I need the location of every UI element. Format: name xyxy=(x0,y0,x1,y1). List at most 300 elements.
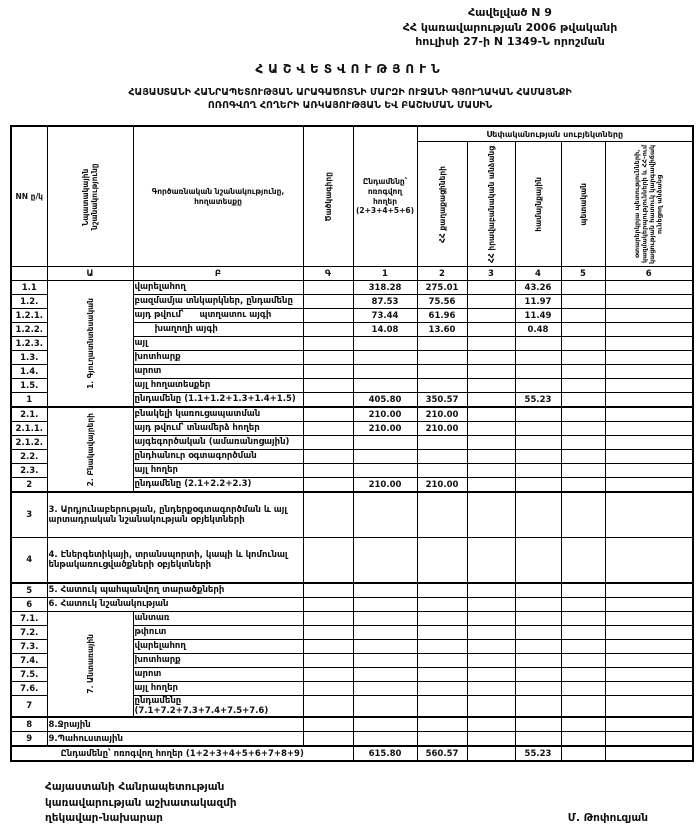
value-cell xyxy=(561,492,605,538)
col-header-legal-entities xyxy=(467,142,515,267)
value-cell xyxy=(561,436,605,450)
value-cell: 13.60 xyxy=(417,323,467,337)
land-type-cell: ընդամենը (7.1+7.2+7.3+7.4+7.5+7.6) xyxy=(133,696,303,718)
code-cell xyxy=(303,393,353,408)
value-cell xyxy=(353,492,417,538)
value-cell xyxy=(417,598,467,612)
code-cell xyxy=(303,612,353,626)
land-type-cell: վարելահող xyxy=(133,281,303,295)
col-header-foreign-label: օտարերկրյա պետությունների, կազմակերպությունների և ՀՀ-ում կացության հատուկ կարգավիճակ ունեցող անձանց xyxy=(632,144,664,264)
value-cell xyxy=(515,407,561,422)
value-cell xyxy=(417,365,467,379)
section-label-cell xyxy=(47,407,133,492)
value-cell xyxy=(417,732,467,747)
value-cell xyxy=(467,598,515,612)
value-cell: 87.53 xyxy=(353,295,417,309)
value-cell xyxy=(417,626,467,640)
land-type-cell xyxy=(133,309,303,323)
value-cell xyxy=(467,379,515,393)
value-cell xyxy=(467,295,515,309)
value-cell: 14.08 xyxy=(353,323,417,337)
code-cell xyxy=(303,464,353,478)
row-number-cell: 1.2.2. xyxy=(11,323,47,337)
code-cell xyxy=(303,583,353,598)
value-cell xyxy=(515,626,561,640)
value-cell xyxy=(515,492,561,538)
table-row xyxy=(11,492,693,538)
value-cell xyxy=(417,492,467,538)
value-cell xyxy=(561,351,605,365)
row-number-cell: 2.1. xyxy=(11,407,47,422)
row-number-cell: 7.3. xyxy=(11,640,47,654)
land-type-sublabel: պտղատու այգի xyxy=(199,310,272,321)
value-cell: 0.48 xyxy=(515,323,561,337)
code-cell xyxy=(303,436,353,450)
footer-office-line: կառավարության աշխատակազմի xyxy=(45,796,237,809)
land-type-cell: 5. Հատուկ պահպանվող տարածքների xyxy=(47,583,303,598)
col-header-functional: Գործառնական նշանակությունը, հողատեսքը xyxy=(133,126,303,267)
value-cell xyxy=(515,612,561,626)
value-cell xyxy=(561,538,605,584)
value-cell xyxy=(467,640,515,654)
value-cell xyxy=(467,654,515,668)
code-cell xyxy=(303,309,353,323)
col-header-community xyxy=(515,142,561,267)
value-cell xyxy=(605,612,693,626)
value-cell xyxy=(467,464,515,478)
value-cell xyxy=(353,612,417,626)
land-report-table xyxy=(10,125,694,762)
col-header-community-label: համայնքային xyxy=(533,176,543,232)
value-cell xyxy=(561,717,605,732)
value-cell xyxy=(417,337,467,351)
value-cell xyxy=(605,717,693,732)
column-letter: 1 xyxy=(353,267,417,281)
value-cell xyxy=(417,538,467,584)
code-cell xyxy=(303,422,353,436)
value-cell xyxy=(353,464,417,478)
column-letter: 5 xyxy=(561,267,605,281)
land-type-cell: 9.Պահուստային xyxy=(47,732,303,747)
land-type-cell: 6. Հատուկ նշանակության xyxy=(47,598,303,612)
column-letter: Բ xyxy=(133,267,303,281)
col-header-citizens xyxy=(417,142,467,267)
row-number-cell: 2.1.2. xyxy=(11,436,47,450)
value-cell: 55.23 xyxy=(515,746,561,761)
value-cell xyxy=(353,450,417,464)
col-header-legal-entities-label: ՀՀ իրավաբանական անձանց xyxy=(486,145,496,263)
land-type-sublabel: խաղողի այգի xyxy=(154,324,218,335)
value-cell xyxy=(515,464,561,478)
value-cell xyxy=(605,422,693,436)
value-cell xyxy=(353,365,417,379)
appendix-line: ՀՀ կառավարության 2006 թվականի xyxy=(402,20,618,34)
table-row xyxy=(11,583,693,598)
code-cell xyxy=(303,323,353,337)
value-cell xyxy=(605,538,693,584)
value-cell xyxy=(467,696,515,718)
section-label: 2. Բնակավայրերի xyxy=(85,412,95,487)
value-cell xyxy=(561,407,605,422)
value-cell xyxy=(605,436,693,450)
row-number-cell: 1 xyxy=(11,393,47,408)
value-cell: 560.57 xyxy=(417,746,467,761)
value-cell xyxy=(605,696,693,718)
value-cell xyxy=(605,407,693,422)
value-cell xyxy=(561,746,605,761)
value-cell xyxy=(561,478,605,493)
value-cell xyxy=(515,337,561,351)
value-cell xyxy=(417,717,467,732)
column-letter xyxy=(11,267,47,281)
code-cell xyxy=(303,492,353,538)
report-subtitle xyxy=(0,86,700,114)
col-header-purpose xyxy=(47,126,133,267)
code-cell xyxy=(303,281,353,295)
row-number-cell: 2 xyxy=(11,478,47,493)
code-cell xyxy=(303,654,353,668)
section-label: 7. Անտառային xyxy=(85,634,95,695)
row-number-cell: 7 xyxy=(11,696,47,718)
value-cell xyxy=(417,654,467,668)
column-letter: 4 xyxy=(515,267,561,281)
appendix-line: Հավելված N 9 xyxy=(468,6,552,19)
value-cell xyxy=(353,351,417,365)
land-type-cell: խոտհարք xyxy=(133,654,303,668)
row-number-cell: 1.2. xyxy=(11,295,47,309)
value-cell xyxy=(561,640,605,654)
row-number-cell: 2.3. xyxy=(11,464,47,478)
value-cell xyxy=(515,351,561,365)
value-cell xyxy=(353,583,417,598)
value-cell xyxy=(605,668,693,682)
land-type-cell: վարելահող xyxy=(133,640,303,654)
row-number-cell: 2.2. xyxy=(11,450,47,464)
land-type-cell: այլ հողեր xyxy=(133,464,303,478)
value-cell xyxy=(515,732,561,747)
value-cell xyxy=(515,538,561,584)
value-cell xyxy=(467,407,515,422)
land-type-cell: արոտ xyxy=(133,668,303,682)
value-cell xyxy=(467,538,515,584)
code-cell xyxy=(303,668,353,682)
value-cell: 73.44 xyxy=(353,309,417,323)
value-cell xyxy=(467,422,515,436)
land-type-cell: 8.Ջրային xyxy=(47,717,303,732)
value-cell xyxy=(417,464,467,478)
code-cell xyxy=(303,351,353,365)
column-letter: 3 xyxy=(467,267,515,281)
appendix-line: հուլիսի 27-ի N 1349-Ն որոշման xyxy=(415,35,605,49)
code-cell xyxy=(303,640,353,654)
value-cell xyxy=(561,295,605,309)
column-letters-row xyxy=(11,267,693,281)
value-cell: 210.00 xyxy=(417,422,467,436)
value-cell xyxy=(605,323,693,337)
row-number-cell: 5 xyxy=(11,583,47,598)
value-cell: 61.96 xyxy=(417,309,467,323)
section-label-cell xyxy=(47,612,133,718)
code-cell xyxy=(303,682,353,696)
value-cell xyxy=(353,668,417,682)
value-cell xyxy=(515,598,561,612)
value-cell xyxy=(605,654,693,668)
value-cell xyxy=(605,379,693,393)
value-cell xyxy=(515,422,561,436)
value-cell xyxy=(561,422,605,436)
value-cell xyxy=(515,668,561,682)
value-cell xyxy=(467,365,515,379)
row-number-cell: 7.1. xyxy=(11,612,47,626)
row-number-cell: 3 xyxy=(11,492,47,538)
code-cell xyxy=(303,295,353,309)
code-cell xyxy=(303,538,353,584)
value-cell xyxy=(605,626,693,640)
value-cell xyxy=(353,436,417,450)
code-cell xyxy=(303,379,353,393)
code-cell xyxy=(303,717,353,732)
column-letter: 2 xyxy=(417,267,467,281)
value-cell xyxy=(467,682,515,696)
footer-office xyxy=(45,780,237,826)
value-cell xyxy=(561,654,605,668)
value-cell xyxy=(515,478,561,493)
table-row xyxy=(11,717,693,732)
value-cell xyxy=(353,717,417,732)
land-type-cell: այլ հողեր xyxy=(133,682,303,696)
value-cell: 75.56 xyxy=(417,295,467,309)
value-cell: 11.49 xyxy=(515,309,561,323)
value-cell xyxy=(353,682,417,696)
code-cell xyxy=(303,598,353,612)
table-row xyxy=(11,746,693,761)
value-cell xyxy=(417,640,467,654)
signer-name: Մ. Թոփուզյան xyxy=(567,811,648,824)
column-letter: Ա xyxy=(47,267,133,281)
code-cell xyxy=(303,337,353,351)
value-cell: 405.80 xyxy=(353,393,417,408)
land-type-cell: ընդհանուր օգտագործման xyxy=(133,450,303,464)
value-cell xyxy=(561,393,605,408)
value-cell xyxy=(561,379,605,393)
land-type-cell: թփուտ xyxy=(133,626,303,640)
value-cell xyxy=(467,450,515,464)
value-cell xyxy=(515,450,561,464)
value-cell xyxy=(605,583,693,598)
value-cell xyxy=(417,668,467,682)
col-header-state-label: պետական xyxy=(578,182,588,226)
row-number-cell: 2.1.1. xyxy=(11,422,47,436)
section-label-cell xyxy=(47,281,133,408)
value-cell: 210.00 xyxy=(353,407,417,422)
row-number-cell: 1.1 xyxy=(11,281,47,295)
land-type-cell: բազմամյա տնկարկներ, ընդամենը xyxy=(133,295,303,309)
land-type-prefix: այդ թվում՝ xyxy=(134,310,184,321)
value-cell xyxy=(467,323,515,337)
value-cell xyxy=(605,464,693,478)
value-cell xyxy=(605,492,693,538)
value-cell xyxy=(467,436,515,450)
column-letter: Գ xyxy=(303,267,353,281)
value-cell xyxy=(605,309,693,323)
value-cell xyxy=(561,281,605,295)
col-header-code-label: Ծածկագիրը xyxy=(323,171,333,222)
value-cell: 210.00 xyxy=(353,478,417,493)
value-cell xyxy=(467,337,515,351)
table-row xyxy=(11,598,693,612)
value-cell: 615.80 xyxy=(353,746,417,761)
land-type-cell: այլ հողատեսքեր xyxy=(133,379,303,393)
value-cell xyxy=(515,436,561,450)
value-cell xyxy=(353,626,417,640)
value-cell xyxy=(605,640,693,654)
land-type-cell: այլ xyxy=(133,337,303,351)
row-number-cell: 1.4. xyxy=(11,365,47,379)
value-cell xyxy=(417,583,467,598)
row-number-cell: 7.4. xyxy=(11,654,47,668)
value-cell xyxy=(605,732,693,747)
value-cell xyxy=(353,337,417,351)
row-number-cell: 7.2. xyxy=(11,626,47,640)
value-cell xyxy=(561,464,605,478)
value-cell xyxy=(467,668,515,682)
value-cell xyxy=(561,598,605,612)
value-cell xyxy=(353,640,417,654)
value-cell xyxy=(561,732,605,747)
value-cell: 43.26 xyxy=(515,281,561,295)
land-type-cell: բնակելի կառուցապատման xyxy=(133,407,303,422)
row-number-cell: 6 xyxy=(11,598,47,612)
value-cell xyxy=(467,746,515,761)
col-header-total: Ընդամենը՝ ոռոգվող հողեր (2+3+4+5+6) xyxy=(353,126,417,267)
column-letter: 6 xyxy=(605,267,693,281)
row-number-cell: 7.6. xyxy=(11,682,47,696)
footer-office-line: Հայաստանի Հանրապետության xyxy=(45,781,225,794)
value-cell xyxy=(515,682,561,696)
value-cell xyxy=(561,323,605,337)
footer-office-line: ղեկավար-նախարար xyxy=(45,811,163,824)
subtitle-line: ՈՌՈԳՎՈՂ ՀՈՂԵՐԻ ԱՌԿԱՅՈՒԹՅԱՆ ԵՎ ԲԱՇԽՄԱՆ ՄԱՍԻՆ xyxy=(207,100,493,112)
code-cell xyxy=(303,450,353,464)
value-cell xyxy=(467,583,515,598)
value-cell xyxy=(605,682,693,696)
value-cell: 350.57 xyxy=(417,393,467,408)
land-type-cell: ընդամենը (2.1+2.2+2.3) xyxy=(133,478,303,493)
row-number-cell: 1.2.1. xyxy=(11,309,47,323)
land-type-cell: այդ թվում՝ տնամերձ հողեր xyxy=(133,422,303,436)
value-cell xyxy=(561,309,605,323)
table-row xyxy=(11,281,693,295)
row-number-cell: 1.2.3. xyxy=(11,337,47,351)
value-cell xyxy=(561,626,605,640)
value-cell: 11.97 xyxy=(515,295,561,309)
signature-block xyxy=(45,780,648,826)
col-header-ownership-span: Սեփականության սուբյեկտները xyxy=(417,126,693,142)
value-cell xyxy=(515,717,561,732)
row-number-cell: 1.5. xyxy=(11,379,47,393)
value-cell xyxy=(417,379,467,393)
value-cell xyxy=(417,612,467,626)
section-label: 1. Գյուղատնտեսական xyxy=(85,298,95,390)
value-cell: 55.23 xyxy=(515,393,561,408)
grand-total-label: Ընդամենը՝ ոռոգվող հողեր (1+2+3+4+5+6+7+8+9) xyxy=(11,746,353,761)
value-cell xyxy=(561,337,605,351)
value-cell xyxy=(353,538,417,584)
land-type-cell: 4. Էներգետիկայի, տրանսպորտի, կապի և կոմունալ ենթակառուցվածքների օբյեկտների xyxy=(47,538,303,584)
value-cell xyxy=(467,351,515,365)
table-row xyxy=(11,732,693,747)
table-body xyxy=(11,281,693,762)
code-cell xyxy=(303,407,353,422)
code-cell xyxy=(303,365,353,379)
value-cell: 318.28 xyxy=(353,281,417,295)
value-cell xyxy=(561,696,605,718)
value-cell xyxy=(605,746,693,761)
value-cell xyxy=(467,626,515,640)
row-number-cell: 1.3. xyxy=(11,351,47,365)
value-cell xyxy=(515,654,561,668)
value-cell xyxy=(561,583,605,598)
value-cell xyxy=(353,598,417,612)
value-cell xyxy=(561,365,605,379)
row-number-cell: 9 xyxy=(11,732,47,747)
col-header-code xyxy=(303,126,353,267)
land-type-cell: խոտհարք xyxy=(133,351,303,365)
table-row xyxy=(11,612,693,626)
col-header-state xyxy=(561,142,605,267)
value-cell xyxy=(605,337,693,351)
value-cell xyxy=(353,379,417,393)
col-header-purpose-label: Նպատակային նշանակությունը xyxy=(81,163,99,230)
code-cell xyxy=(303,478,353,493)
land-type-cell: այգեգործական (ամառանոցային) xyxy=(133,436,303,450)
row-number-cell: 4 xyxy=(11,538,47,584)
value-cell xyxy=(605,598,693,612)
value-cell xyxy=(353,696,417,718)
land-type-cell: անտառ xyxy=(133,612,303,626)
value-cell xyxy=(417,450,467,464)
value-cell xyxy=(605,393,693,408)
value-cell xyxy=(561,668,605,682)
land-type-cell: արոտ xyxy=(133,365,303,379)
value-cell: 210.00 xyxy=(353,422,417,436)
value-cell xyxy=(605,365,693,379)
col-header-citizens-label: ՀՀ քաղաքացիների xyxy=(437,165,447,243)
value-cell: 210.00 xyxy=(417,407,467,422)
appendix-note xyxy=(330,6,690,50)
row-number-cell: 7.5. xyxy=(11,668,47,682)
report-page xyxy=(0,6,700,831)
value-cell xyxy=(467,717,515,732)
value-cell xyxy=(605,351,693,365)
value-cell xyxy=(417,682,467,696)
value-cell xyxy=(467,393,515,408)
code-cell xyxy=(303,626,353,640)
value-cell xyxy=(467,732,515,747)
value-cell xyxy=(417,696,467,718)
report-title: ՀԱՇՎԵՏՎՈՒԹՅՈՒՆ xyxy=(255,61,445,76)
row-number-cell: 8 xyxy=(11,717,47,732)
value-cell xyxy=(561,450,605,464)
subtitle-line: ՀԱՅԱՍՏԱՆԻ ՀԱՆՐԱՊԵՏՈՒԹՅԱՆ ԱՐԱԳԱԾՈՏՆԻ ՄԱՐԶԻ ՈՒՋԱՆԻ ԳՅՈՒՂԱԿԱՆ ՀԱՄԱՅՆՔԻ xyxy=(128,86,572,98)
value-cell xyxy=(467,612,515,626)
value-cell xyxy=(515,365,561,379)
land-type-cell xyxy=(133,323,303,337)
value-cell xyxy=(467,309,515,323)
value-cell xyxy=(561,682,605,696)
col-header-foreign xyxy=(605,142,693,267)
value-cell xyxy=(515,583,561,598)
